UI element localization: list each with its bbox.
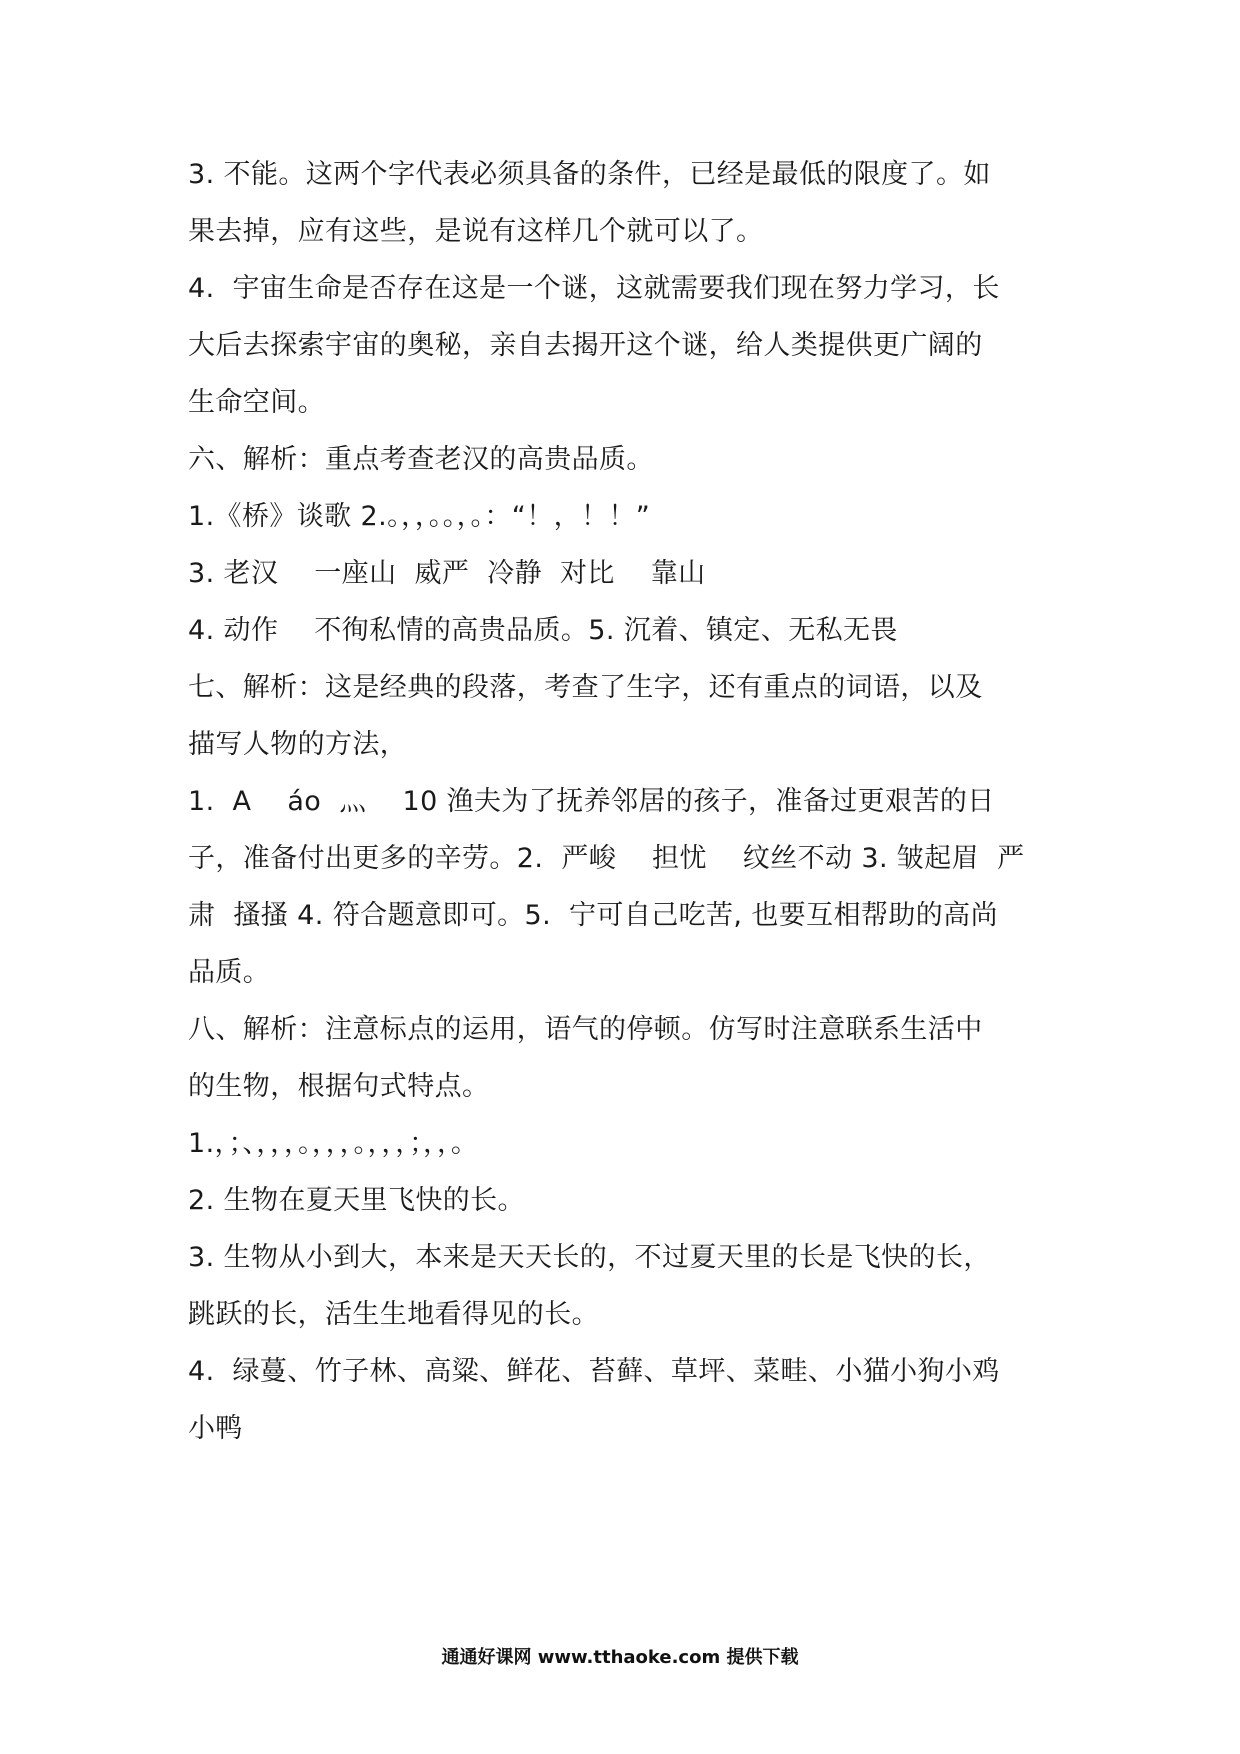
text-line: 3. 老汉 一座山 威严 冷静 对比 靠山 (188, 558, 706, 589)
text-line: 生命空间。 (188, 387, 325, 418)
text-line: 的生物，根据句式特点。 (188, 1071, 490, 1102)
section-heading-eight: 八、解析：注意标点的运用，语气的停顿。仿写时注意联系生活中 (188, 1014, 983, 1045)
text-line: 2. 生物在夏天里飞快的长。 (188, 1185, 525, 1216)
text-line: 1. A áo 灬 10 渔夫为了抚养邻居的孩子，准备过更艰苦的日 (188, 786, 995, 817)
text-line: 果去掉，应有这些，是说有这样几个就可以了。 (188, 216, 764, 247)
text-line: 描写人物的方法， (188, 729, 408, 760)
section-heading-seven: 七、解析：这是经典的段落，考查了生字，还有重点的词语，以及 (188, 672, 983, 703)
text-line: 4. 绿蔓、竹子林、高粱、鲜花、苔藓、草坪、菜畦、小猫小狗小鸡 (188, 1356, 1000, 1387)
text-line: 子，准备付出更多的辛劳。2. 严峻 担忧 纹丝不动 3. 皱起眉 严 (188, 843, 1025, 874)
text-line: 4. 动作 不徇私情的高贵品质。5. 沉着、镇定、无私无畏 (188, 615, 898, 646)
section-heading-six: 六、解析：重点考查老汉的高贵品质。 (188, 444, 654, 475)
text-line: 3. 生物从小到大，本来是天天长的，不过夏天里的长是飞快的长， (188, 1242, 991, 1273)
page-footer: 通通好课网 www.tthaoke.com 提供下载 (441, 1647, 799, 1668)
text-line: 4. 宇宙生命是否存在这是一个谜，这就需要我们现在努力学习，长 (188, 273, 1000, 304)
text-line: 3. 不能。这两个字代表必须具备的条件，已经是最低的限度了。如 (188, 159, 991, 190)
text-line: 肃 搔搔 4. 符合题意即可。5. 宁可自己吃苦, 也要互相帮助的高尚 (188, 900, 998, 931)
text-line: 1.，；、，，，。，，，。，，，；，，。 (188, 1128, 479, 1159)
answer-text-block (188, 146, 1068, 1457)
text-line: 小鸭 (188, 1413, 243, 1444)
text-line: 跳跃的长，活生生地看得见的长。 (188, 1299, 599, 1330)
text-line: 品质。 (188, 957, 271, 988)
text-line: 大后去探索宇宙的奥秘，亲自去揭开这个谜，给人类提供更广阔的 (188, 330, 983, 361)
text-line: 1.《桥》谈歌 2.。，，。。，。：“！，！！” (188, 501, 651, 532)
